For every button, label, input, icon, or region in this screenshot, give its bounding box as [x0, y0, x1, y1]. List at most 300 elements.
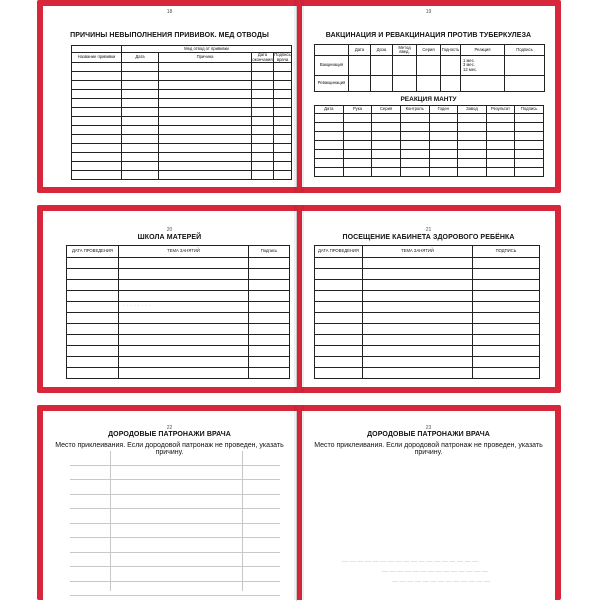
table-row — [72, 153, 292, 162]
table-cell[interactable] — [249, 346, 290, 357]
table-row — [72, 81, 292, 90]
table-header-cell: Доза — [371, 45, 393, 56]
table-header-cell: ТЕМА ЗАНЯТИЙ — [363, 246, 473, 258]
table-cell[interactable] — [274, 90, 292, 99]
table-cell[interactable] — [252, 117, 274, 126]
mothers-school-table — [66, 245, 290, 379]
page-title: ШКОЛА МАТЕРЕЙ — [137, 234, 202, 241]
table-cell[interactable] — [473, 324, 540, 335]
table-cell[interactable] — [473, 357, 540, 368]
table-cell[interactable] — [122, 63, 159, 72]
table-cell[interactable] — [315, 313, 363, 324]
page-number: 23 — [425, 425, 432, 431]
table-cell[interactable] — [122, 153, 159, 162]
faint-ruled-line — [70, 495, 280, 510]
table-cell[interactable] — [315, 357, 363, 368]
table-cell[interactable] — [429, 141, 458, 150]
table-cell[interactable] — [274, 117, 292, 126]
faint-ruled-line — [70, 538, 280, 553]
watermark-text: · · · · · · · · — [123, 303, 151, 309]
table-cell[interactable] — [486, 114, 515, 123]
table-row — [67, 291, 290, 302]
reaction-period: 1 мес. — [463, 57, 475, 63]
table-cell[interactable] — [122, 99, 159, 108]
table-cell[interactable] — [274, 63, 292, 72]
table-cell[interactable] — [249, 313, 290, 324]
faint-ruled-line — [70, 466, 280, 481]
table-cell[interactable] — [515, 132, 544, 141]
table-header-cell — [72, 46, 122, 53]
table-cell[interactable] — [159, 72, 252, 81]
table-cell[interactable] — [372, 141, 401, 150]
table-cell[interactable] — [429, 123, 458, 132]
table-cell[interactable] — [473, 291, 540, 302]
table-cell[interactable] — [363, 346, 473, 357]
table-header-cell: Метод введ. — [393, 45, 417, 56]
table-cell[interactable] — [72, 144, 122, 153]
table-cell[interactable] — [343, 132, 372, 141]
table-cell[interactable] — [458, 132, 487, 141]
table-header-cell: Подпись — [505, 45, 545, 56]
table-row — [72, 126, 292, 135]
table-cell[interactable] — [252, 171, 274, 180]
page-number: 21 — [425, 227, 432, 233]
page-19 — [302, 6, 555, 187]
table-row — [67, 357, 290, 368]
table-cell[interactable] — [315, 168, 344, 177]
table-cell[interactable] — [400, 123, 429, 132]
table-cell[interactable] — [252, 126, 274, 135]
table-cell[interactable] — [363, 269, 473, 280]
table-cell[interactable] — [372, 132, 401, 141]
table-cell[interactable] — [363, 291, 473, 302]
table-cell[interactable] — [473, 258, 540, 269]
table-cell[interactable] — [249, 258, 290, 269]
table-cell[interactable] — [363, 357, 473, 368]
table-cell[interactable] — [400, 114, 429, 123]
table-cell[interactable] — [315, 114, 344, 123]
table-cell[interactable] — [315, 291, 363, 302]
page-title: ДОРОДОВЫЕ ПАТРОНАЖИ ВРАЧА — [367, 431, 490, 438]
table-row — [315, 324, 540, 335]
faint-imprint-text: — — — — — — — — — — — — — — — — — — — [342, 559, 479, 565]
table-cell[interactable] — [72, 117, 122, 126]
table-cell[interactable] — [252, 63, 274, 72]
table-cell[interactable] — [372, 150, 401, 159]
table-cell[interactable] — [274, 99, 292, 108]
table-cell[interactable] — [249, 335, 290, 346]
table-cell[interactable] — [67, 258, 119, 269]
table-cell[interactable] — [515, 123, 544, 132]
page-21 — [302, 211, 555, 387]
table-header-cell: ТЕМА ЗАНЯТИЙ — [119, 246, 249, 258]
table-row — [315, 132, 544, 141]
table-cell[interactable] — [159, 171, 252, 180]
table-header-cell: Подпись — [515, 106, 544, 114]
table-row — [72, 72, 292, 81]
faint-ruled-line — [70, 451, 280, 466]
table-header-cell — [315, 45, 349, 56]
table-cell[interactable] — [473, 302, 540, 313]
table-row — [67, 368, 290, 379]
table-row — [315, 280, 540, 291]
page-number: 18 — [166, 9, 173, 15]
table-cell[interactable] — [122, 90, 159, 99]
table-row — [315, 368, 540, 379]
table-row — [67, 280, 290, 291]
table-row — [67, 335, 290, 346]
table-cell[interactable] — [252, 144, 274, 153]
table-cell[interactable] — [249, 368, 290, 379]
table-cell[interactable] — [486, 168, 515, 177]
table-cell[interactable] — [67, 335, 119, 346]
table-cell[interactable] — [159, 108, 252, 117]
reaction-period: 12 мес. — [463, 66, 478, 72]
table-cell[interactable] — [372, 159, 401, 168]
table-cell[interactable] — [252, 153, 274, 162]
table-header-cell: Рука — [343, 106, 372, 114]
table-cell[interactable] — [67, 313, 119, 324]
table-cell[interactable] — [400, 141, 429, 150]
table-cell[interactable] — [72, 135, 122, 144]
table-cell[interactable] — [72, 63, 122, 72]
faint-column-line — [242, 451, 243, 591]
table-cell[interactable] — [315, 159, 344, 168]
table-cell[interactable] — [473, 368, 540, 379]
table-header-cell: Реакция — [461, 45, 505, 56]
table-cell[interactable] — [429, 168, 458, 177]
table-row — [315, 302, 540, 313]
table-header-cell: Подпись — [249, 246, 290, 258]
table-cell[interactable] — [72, 90, 122, 99]
table-row — [315, 168, 544, 177]
table-cell[interactable] — [72, 72, 122, 81]
mantoux-table — [314, 105, 544, 177]
table-row — [315, 141, 544, 150]
table-cell[interactable] — [274, 81, 292, 90]
table-cell[interactable] — [473, 313, 540, 324]
mantoux-title: РЕАКЦИЯ МАНТУ — [400, 96, 457, 103]
table-cell[interactable] — [315, 280, 363, 291]
page-title: ПРИЧИНЫ НЕВЫПОЛНЕНИЯ ПРИВИВОК. МЕД ОТВОДЫ — [70, 32, 269, 39]
table-cell[interactable] — [473, 280, 540, 291]
table-cell[interactable] — [315, 132, 344, 141]
table-header-cell: ПОДПИСЬ — [473, 246, 540, 258]
table-cell[interactable] — [515, 150, 544, 159]
table-cell[interactable] — [458, 159, 487, 168]
table-cell[interactable] — [159, 162, 252, 171]
table-header-cell: Подпись врача — [274, 52, 291, 62]
table-cell[interactable] — [122, 126, 159, 135]
table-header-cell: ДАТА ПРОВЕДЕНИЯ — [67, 246, 119, 258]
table-cell[interactable] — [515, 168, 544, 177]
table-row — [315, 335, 540, 346]
table-cell[interactable] — [252, 72, 274, 81]
table-cell[interactable] — [252, 90, 274, 99]
table-cell[interactable] — [400, 168, 429, 177]
table-cell[interactable] — [274, 144, 292, 153]
table-cell[interactable] — [274, 135, 292, 144]
table-cell[interactable] — [274, 108, 292, 117]
table-row — [315, 313, 540, 324]
table-cell[interactable] — [159, 63, 252, 72]
tuberculosis-vaccination-table — [314, 44, 545, 92]
table-cell[interactable] — [343, 123, 372, 132]
table-row — [67, 313, 290, 324]
table-cell[interactable] — [122, 144, 159, 153]
table-cell[interactable] — [400, 150, 429, 159]
table-cell[interactable] — [315, 302, 363, 313]
table-row — [72, 135, 292, 144]
faint-ruled-line — [70, 509, 280, 524]
table-row — [67, 258, 290, 269]
table-row — [72, 63, 292, 72]
table-cell[interactable] — [473, 335, 540, 346]
page-number: 22 — [166, 425, 173, 431]
table-row — [315, 159, 544, 168]
notebook-spread-2 — [37, 205, 561, 393]
table-cell[interactable] — [486, 141, 515, 150]
table-cell[interactable] — [119, 357, 249, 368]
table-cell[interactable] — [159, 153, 252, 162]
table-cell[interactable] — [363, 324, 473, 335]
table-header-cell: Завод — [458, 106, 487, 114]
table-cell[interactable] — [315, 346, 363, 357]
table-cell[interactable] — [429, 150, 458, 159]
table-cell[interactable] — [67, 269, 119, 280]
table-cell[interactable] — [119, 313, 249, 324]
table-row — [67, 269, 290, 280]
table-cell[interactable] — [119, 269, 249, 280]
table-cell[interactable] — [343, 150, 372, 159]
table-cell[interactable] — [486, 150, 515, 159]
table-cell[interactable] — [363, 335, 473, 346]
table-cell[interactable] — [122, 81, 159, 90]
table-row — [315, 357, 540, 368]
medical-exemption-table — [71, 45, 292, 180]
table-cell[interactable] — [252, 81, 274, 90]
table-row — [67, 302, 290, 313]
table-cell[interactable] — [473, 269, 540, 280]
table-cell[interactable] — [274, 126, 292, 135]
table-cell[interactable] — [363, 368, 473, 379]
table-cell[interactable] — [486, 159, 515, 168]
table-cell[interactable] — [343, 141, 372, 150]
row-label-revaccination: Ревакцинация — [315, 76, 349, 92]
table-row — [72, 90, 292, 99]
table-cell[interactable] — [315, 123, 344, 132]
table-cell[interactable] — [400, 159, 429, 168]
table-cell[interactable] — [274, 171, 292, 180]
table-cell[interactable] — [343, 114, 372, 123]
table-header-cell: Дата окончания — [252, 52, 273, 62]
table-row — [315, 269, 540, 280]
table-cell[interactable] — [159, 81, 252, 90]
table-cell[interactable] — [122, 72, 159, 81]
table-cell[interactable] — [119, 335, 249, 346]
table-cell[interactable] — [159, 90, 252, 99]
table-header-cell: Серия — [417, 45, 441, 56]
table-cell[interactable] — [249, 324, 290, 335]
table-cell[interactable] — [274, 162, 292, 171]
table-header-cell: Название прививки — [72, 53, 122, 63]
table-cell[interactable] — [274, 72, 292, 81]
page-title: ДОРОДОВЫЕ ПАТРОНАЖИ ВРАЧА — [108, 431, 231, 438]
notebook-spread-3 — [37, 405, 561, 600]
table-cell[interactable] — [67, 357, 119, 368]
table-cell[interactable] — [119, 258, 249, 269]
table-row — [67, 324, 290, 335]
page-note: Место приклеивания. Если дородовой патронаж не проведен, указать причину. — [55, 442, 284, 456]
table-cell[interactable] — [67, 368, 119, 379]
table-cell[interactable] — [315, 150, 344, 159]
table-row — [72, 144, 292, 153]
table-cell[interactable] — [458, 114, 487, 123]
page-note: Место приклеивания. Если дородовой патронаж не проведен, указать причину. — [314, 442, 543, 456]
faint-imprint-text: — — — — — — — — — — — — — — [392, 579, 491, 585]
table-cell[interactable] — [429, 159, 458, 168]
faint-ruled-line — [70, 480, 280, 495]
table-cell[interactable] — [159, 117, 252, 126]
table-cell[interactable] — [343, 168, 372, 177]
table-header-cell: Контроль — [400, 106, 429, 114]
faint-ruled-line — [70, 553, 280, 568]
table-cell[interactable] — [249, 291, 290, 302]
table-cell[interactable] — [486, 123, 515, 132]
table-cell[interactable] — [372, 123, 401, 132]
page-title: ВАКЦИНАЦИЯ И РЕВАКЦИНАЦИЯ ПРОТИВ ТУБЕРКУЛЕЗА — [325, 32, 532, 39]
table-cell[interactable] — [315, 258, 363, 269]
table-header-cell: Причина — [159, 53, 252, 63]
table-cell[interactable] — [400, 132, 429, 141]
table-cell[interactable] — [119, 324, 249, 335]
table-cell[interactable] — [249, 269, 290, 280]
page-23 — [302, 411, 555, 601]
faint-ruled-line — [70, 567, 280, 582]
table-header-cell: Дата — [349, 45, 371, 56]
page-number: 19 — [425, 9, 432, 15]
table-cell[interactable] — [159, 99, 252, 108]
table-cell[interactable] — [159, 135, 252, 144]
table-row — [315, 291, 540, 302]
table-row — [72, 108, 292, 117]
table-cell[interactable] — [429, 114, 458, 123]
table-cell[interactable] — [122, 108, 159, 117]
table-cell[interactable] — [363, 313, 473, 324]
page-title: ПОСЕЩЕНИЕ КАБИНЕТА ЗДОРОВОГО РЕБЁНКА — [342, 234, 515, 241]
table-cell[interactable] — [67, 324, 119, 335]
faint-ruled-line — [70, 582, 280, 597]
table-row — [72, 171, 292, 180]
table-cell[interactable] — [249, 302, 290, 313]
table-row — [72, 117, 292, 126]
table-cell[interactable] — [343, 159, 372, 168]
table-row — [315, 123, 544, 132]
page-18 — [43, 6, 297, 187]
reaction-periods-cell — [461, 56, 505, 76]
table-cell[interactable] — [372, 168, 401, 177]
table-cell[interactable] — [486, 132, 515, 141]
table-cell[interactable] — [458, 150, 487, 159]
table-cell[interactable] — [363, 258, 473, 269]
table-cell[interactable] — [72, 108, 122, 117]
page-20 — [43, 211, 297, 387]
table-cell[interactable] — [315, 324, 363, 335]
table-cell[interactable] — [315, 368, 363, 379]
table-cell[interactable] — [429, 132, 458, 141]
table-cell[interactable] — [515, 159, 544, 168]
table-cell[interactable] — [72, 153, 122, 162]
table-cell[interactable] — [72, 81, 122, 90]
table-cell[interactable] — [252, 135, 274, 144]
table-cell[interactable] — [119, 280, 249, 291]
table-cell[interactable] — [252, 99, 274, 108]
table-cell[interactable] — [249, 357, 290, 368]
table-cell[interactable] — [159, 144, 252, 153]
table-header-cell: Годен — [429, 106, 458, 114]
table-cell[interactable] — [119, 368, 249, 379]
faint-ruled-lines — [70, 451, 280, 591]
table-cell[interactable] — [72, 162, 122, 171]
table-cell[interactable] — [122, 171, 159, 180]
table-cell[interactable] — [72, 99, 122, 108]
table-cell[interactable] — [159, 126, 252, 135]
table-cell[interactable] — [67, 291, 119, 302]
table-cell[interactable] — [67, 280, 119, 291]
table-row — [315, 150, 544, 159]
table-cell[interactable] — [72, 171, 122, 180]
table-cell[interactable] — [372, 114, 401, 123]
table-row — [315, 114, 544, 123]
table-cell[interactable] — [67, 346, 119, 357]
table-row — [72, 162, 292, 171]
table-cell[interactable] — [72, 126, 122, 135]
table-header-cell: Дата — [122, 53, 159, 63]
table-cell[interactable] — [274, 153, 292, 162]
reaction-period: 3 мес. — [463, 62, 475, 68]
table-cell[interactable] — [363, 280, 473, 291]
table-row — [67, 346, 290, 357]
row-label-vaccination: Вакцинация — [315, 56, 349, 76]
table-cell[interactable] — [473, 346, 540, 357]
table-cell[interactable] — [67, 302, 119, 313]
table-cell[interactable] — [458, 123, 487, 132]
table-cell[interactable] — [515, 114, 544, 123]
table-cell[interactable] — [119, 302, 249, 313]
table-cell[interactable] — [315, 141, 344, 150]
table-cell[interactable] — [458, 168, 487, 177]
table-header-cell: Результат — [486, 106, 515, 114]
table-cell[interactable] — [249, 280, 290, 291]
table-cell[interactable] — [122, 162, 159, 171]
faint-column-line — [110, 451, 111, 591]
page-22 — [43, 411, 297, 601]
table-cell[interactable] — [252, 162, 274, 171]
table-cell[interactable] — [315, 335, 363, 346]
table-cell[interactable] — [515, 141, 544, 150]
table-cell[interactable] — [122, 117, 159, 126]
table-row — [315, 258, 540, 269]
table-cell[interactable] — [119, 346, 249, 357]
table-cell[interactable] — [458, 141, 487, 150]
table-cell[interactable] — [122, 135, 159, 144]
table-cell[interactable] — [315, 269, 363, 280]
table-cell[interactable] — [119, 291, 249, 302]
table-cell[interactable] — [252, 108, 274, 117]
table-cell[interactable] — [363, 302, 473, 313]
table-header-cell: ДАТА ПРОВЕДЕНИЯ — [315, 246, 363, 258]
table-header-cell: Годность — [441, 45, 461, 56]
